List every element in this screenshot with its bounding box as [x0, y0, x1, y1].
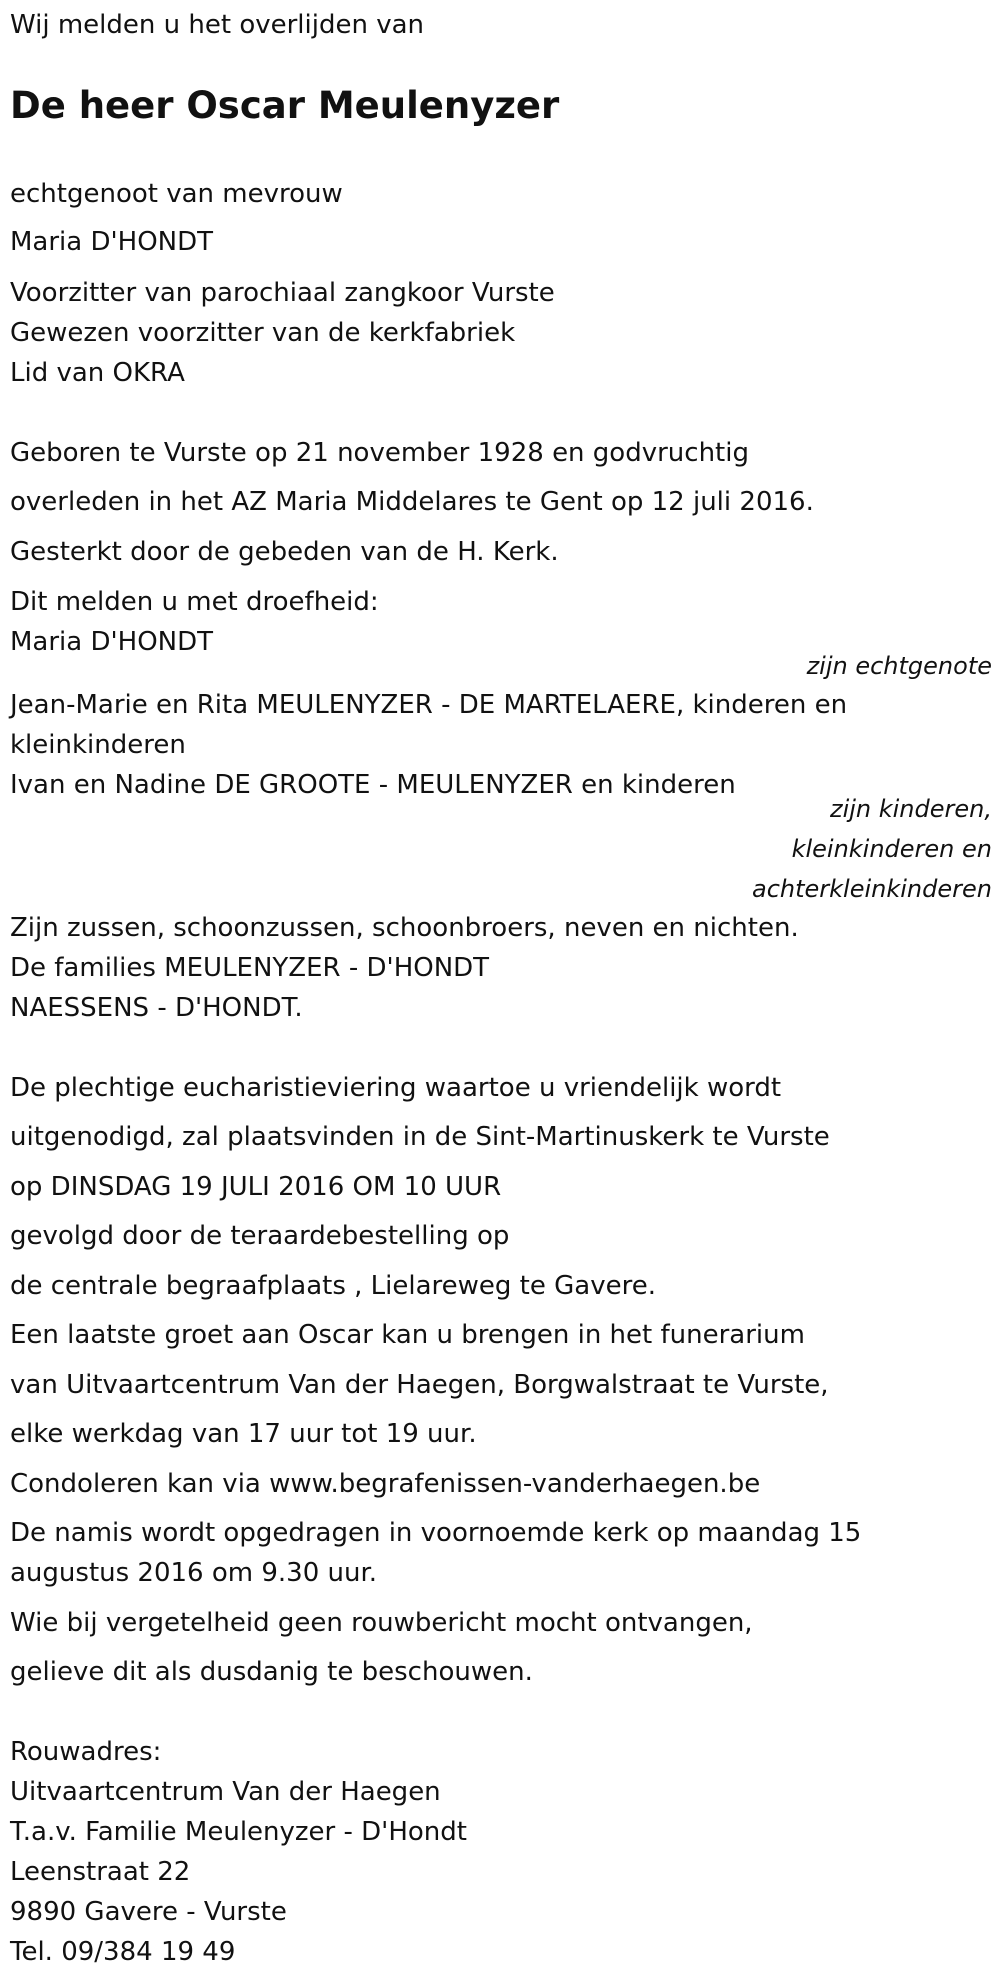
ceremony-line: de centrale begraafplaats , Lielareweg te Gavere.	[10, 1271, 656, 1301]
ceremony-line: gevolgd door de teraardebestelling op	[10, 1221, 510, 1251]
children-role: zijn kinderen,	[829, 795, 992, 823]
ceremony-line: elke werkdag van 17 uur tot 19 uur.	[10, 1419, 477, 1449]
condolence-line: Condoleren kan via www.begrafenissen-vanderhaegen.be	[10, 1469, 761, 1499]
birth-line: Geboren te Vurste op 21 november 1928 en godvruchtig	[10, 438, 749, 468]
ceremony-line: Wie bij vergetelheid geen rouwbericht mocht ontvangen,	[10, 1608, 753, 1638]
address-line: Leenstraat 22	[10, 1857, 191, 1887]
address-line: Uitvaartcentrum Van der Haegen	[10, 1777, 441, 1807]
role-line: Lid van OKRA	[10, 358, 185, 388]
children-role: achterkleinkinderen	[752, 875, 992, 903]
relatives-line: Zijn zussen, schoonzussen, schoonbroers, neven en nichten.	[10, 913, 799, 943]
role-line: Voorzitter van parochiaal zangkoor Vurste	[10, 278, 555, 308]
birth-line: overleden in het AZ Maria Middelares te Gent op 12 juli 2016.	[10, 487, 814, 517]
phone-line: Tel. 09/384 19 49	[10, 1937, 236, 1967]
address-label: Rouwadres:	[10, 1737, 162, 1767]
children-role: kleinkinderen en	[791, 835, 992, 863]
children-line: Ivan en Nadine DE GROOTE - MEULENYZER en kinderen	[10, 770, 736, 800]
ceremony-line: De namis wordt opgedragen in voornoemde kerk op maandag 15	[10, 1518, 862, 1548]
ceremony-line: De plechtige eucharistieviering waartoe u vriendelijk wordt	[10, 1073, 782, 1103]
family-intro: Dit melden u met droefheid:	[10, 587, 379, 617]
ceremony-line: Een laatste groet aan Oscar kan u brengen in het funerarium	[10, 1320, 805, 1350]
ceremony-line: gelieve dit als dusdanig te beschouwen.	[10, 1657, 533, 1687]
deceased-name: De heer Oscar Meulenyzer	[10, 84, 560, 127]
spouse-role: zijn echtgenote	[806, 652, 992, 680]
children-line: Jean-Marie en Rita MEULENYZER - DE MARTELAERE, kinderen en	[10, 690, 848, 720]
intro-text: Wij melden u het overlijden van	[10, 10, 425, 40]
ceremony-line: uitgenodigd, zal plaatsvinden in de Sint-Martinuskerk te Vurste	[10, 1122, 830, 1152]
ceremony-line: van Uitvaartcentrum Van der Haegen, Borgwalstraat te Vurste,	[10, 1370, 829, 1400]
children-line: kleinkinderen	[10, 730, 186, 760]
spouse-name: Maria D'HONDT	[10, 227, 214, 257]
spouse-intro: echtgenoot van mevrouw	[10, 179, 343, 209]
role-line: Gewezen voorzitter van de kerkfabriek	[10, 318, 516, 348]
strengthened-text: Gesterkt door de gebeden van de H. Kerk.	[10, 537, 559, 567]
address-line: T.a.v. Familie Meulenyzer - D'Hondt	[10, 1817, 467, 1847]
relatives-line: NAESSENS - D'HONDT.	[10, 993, 303, 1023]
relatives-line: De families MEULENYZER - D'HONDT	[10, 953, 490, 983]
family-spouse: Maria D'HONDT	[10, 627, 214, 657]
ceremony-line: op DINSDAG 19 JULI 2016 OM 10 UUR	[10, 1172, 502, 1202]
ceremony-line: augustus 2016 om 9.30 uur.	[10, 1558, 378, 1588]
address-line: 9890 Gavere - Vurste	[10, 1897, 287, 1927]
